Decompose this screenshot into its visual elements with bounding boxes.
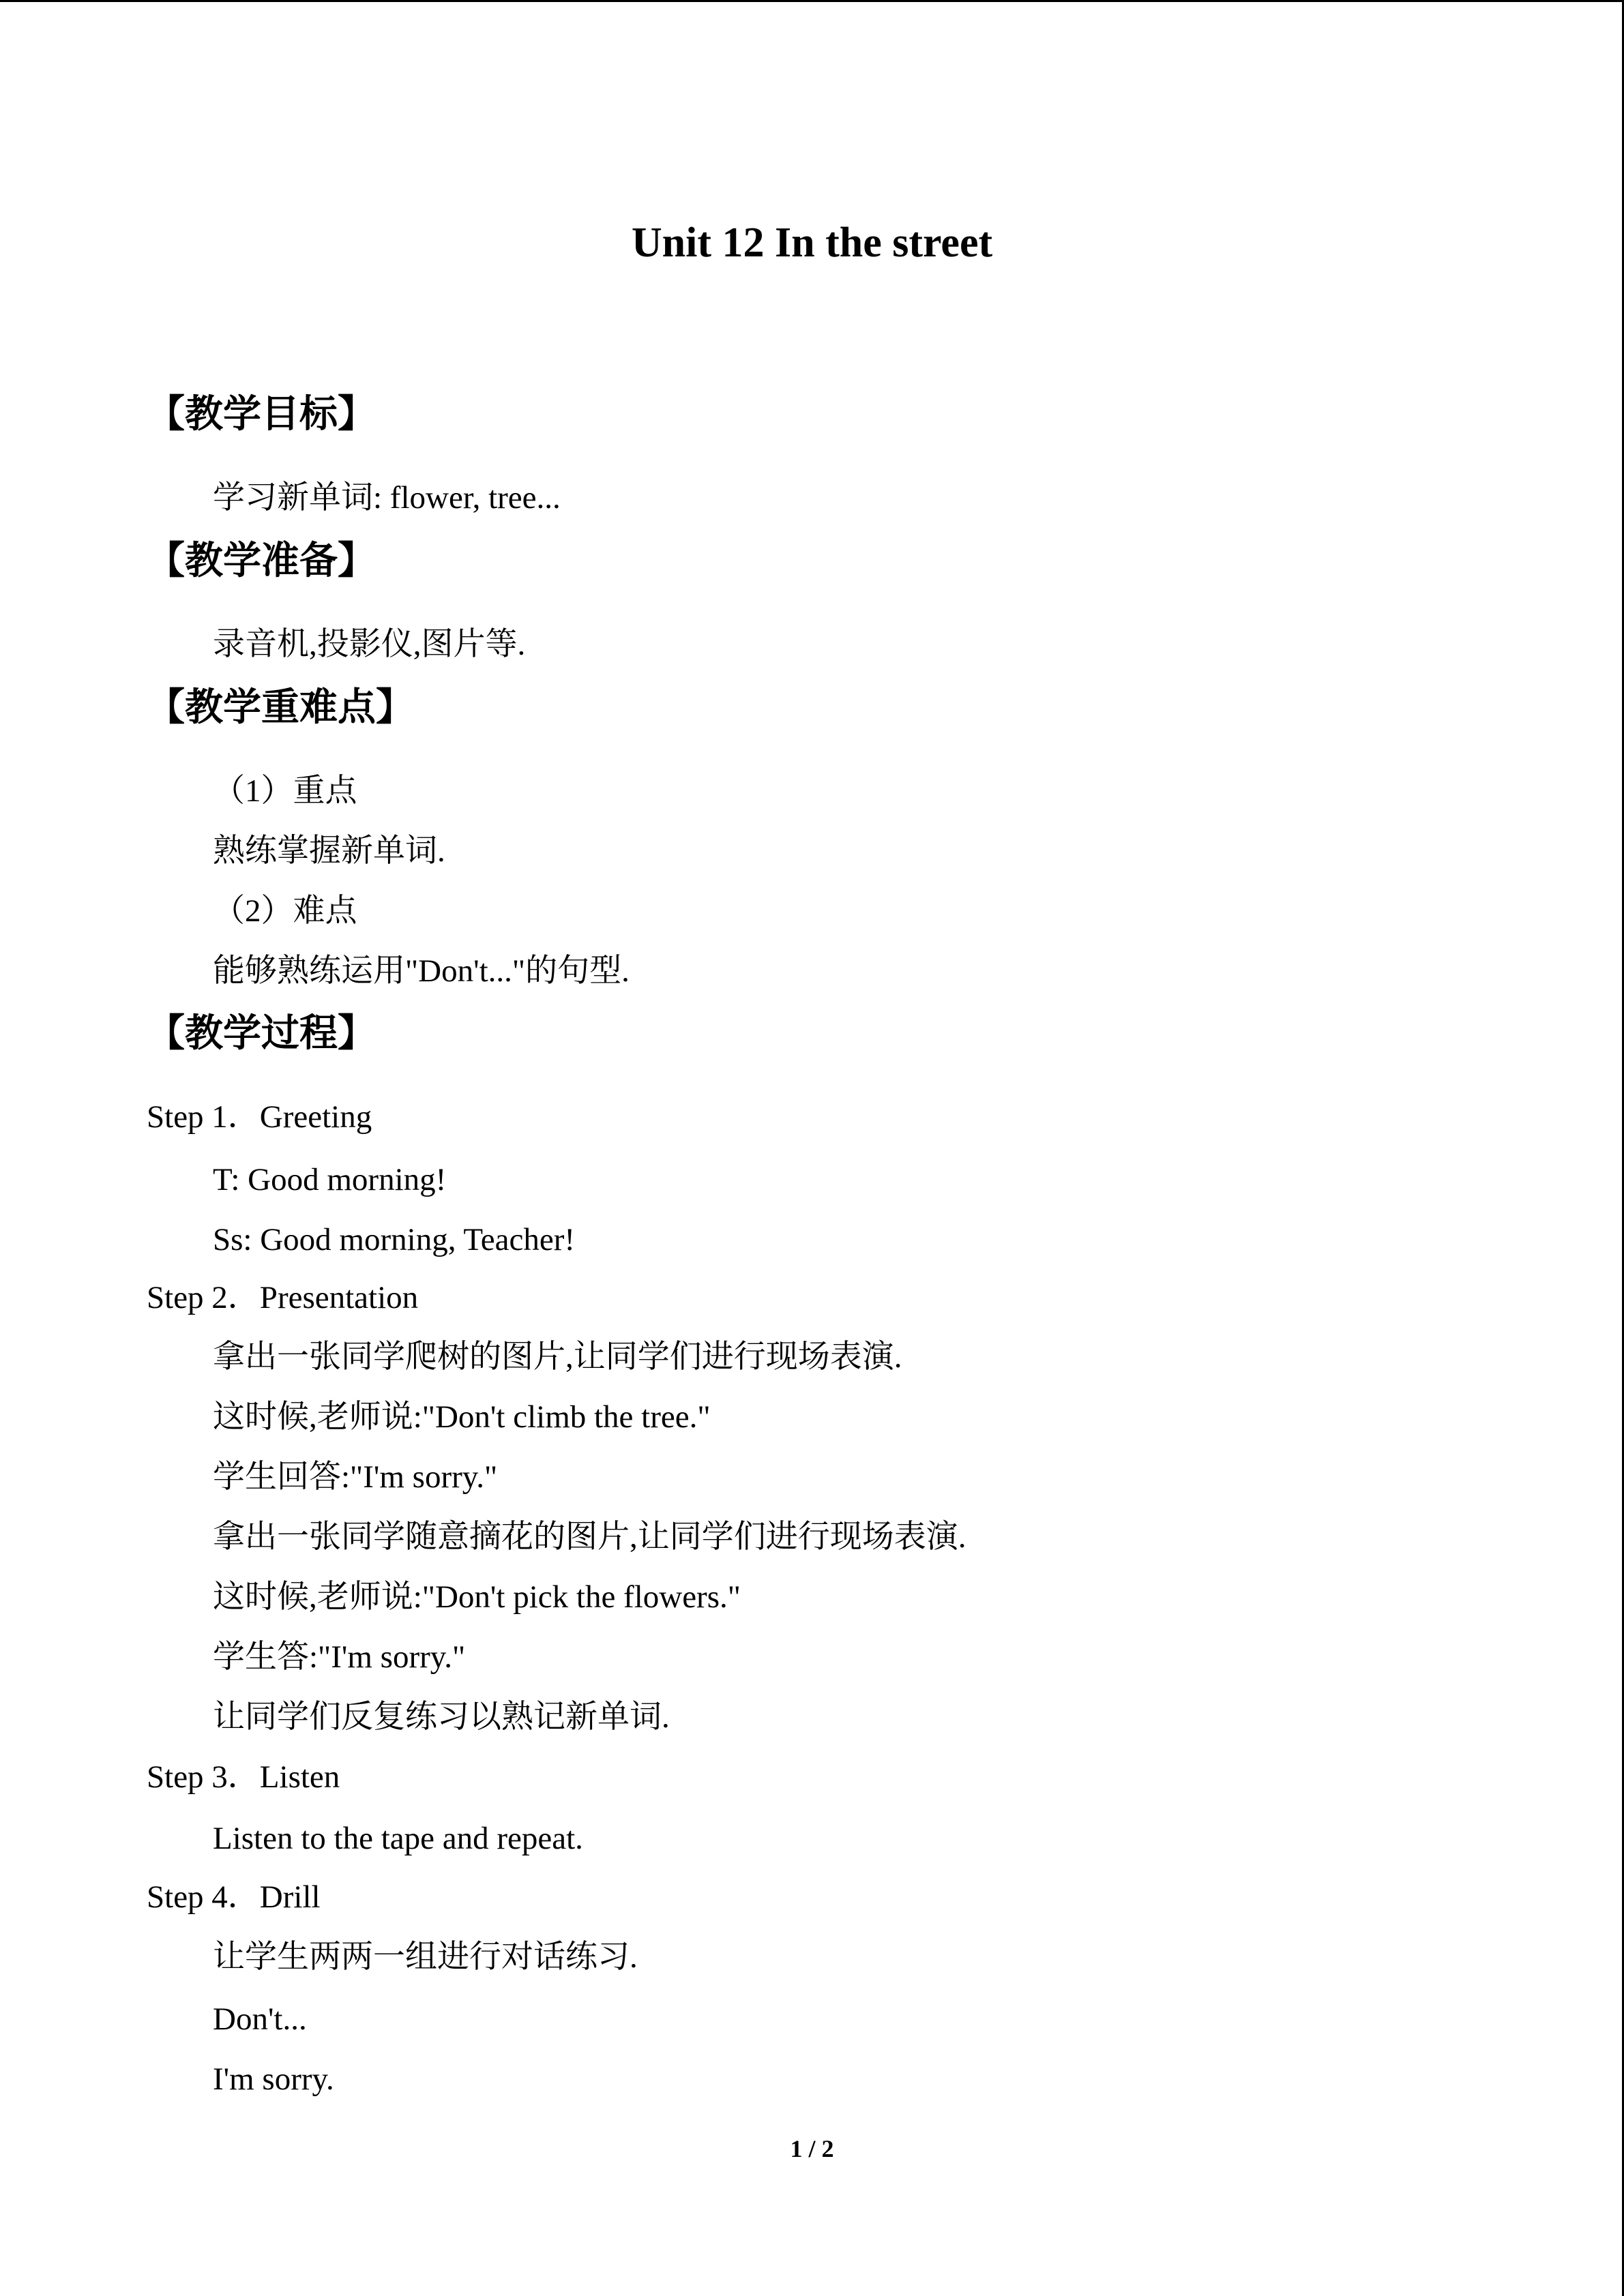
step-line: 这时候,老师说:"Don't climb the tree." xyxy=(213,1399,711,1435)
step-title: Step 1．Greeting xyxy=(147,1099,372,1135)
objectives-line: 学习新单词: flower, tree... xyxy=(213,480,561,516)
step-title: Step 2．Presentation xyxy=(147,1280,419,1315)
step-line: T: Good morning! xyxy=(213,1162,447,1197)
key-points-line: （1）重点 xyxy=(213,773,357,809)
key-points-line: （2）难点 xyxy=(213,893,357,929)
step-line: Ss: Good morning, Teacher! xyxy=(213,1222,576,1257)
section-heading-process: 【教学过程】 xyxy=(147,1011,376,1056)
preparation-line: 录音机,投影仪,图片等. xyxy=(213,627,526,662)
section-heading-key-points: 【教学重难点】 xyxy=(147,685,414,730)
step-title: Step 3．Listen xyxy=(147,1759,340,1795)
step-line: Don't... xyxy=(213,2001,307,2037)
step-line: 让同学们反复练习以熟记新单词. xyxy=(213,1699,670,1735)
section-heading-objectives: 【教学目标】 xyxy=(147,392,376,436)
step-line: 拿出一张同学爬树的图片,让同学们进行现场表演. xyxy=(213,1339,902,1375)
step-title: Step 4．Drill xyxy=(147,1879,321,1915)
document-title: Unit 12 In the street xyxy=(631,220,993,266)
step-line: 这时候,老师说:"Don't pick the flowers." xyxy=(213,1579,741,1615)
step-line: 学生回答:"I'm sorry." xyxy=(213,1459,498,1495)
step-line: I'm sorry. xyxy=(213,2061,334,2097)
step-line: 让学生两两一组进行对话练习. xyxy=(213,1939,638,1975)
section-heading-preparation: 【教学准备】 xyxy=(147,539,376,583)
step-line: 学生答:"I'm sorry." xyxy=(213,1639,466,1675)
key-points-line: 熟练掌握新单词. xyxy=(213,833,445,869)
key-points-line: 能够熟练运用"Don't..."的句型. xyxy=(213,953,630,989)
step-line: Listen to the tape and repeat. xyxy=(213,1821,583,1856)
step-line: 拿出一张同学随意摘花的图片,让同学们进行现场表演. xyxy=(213,1519,966,1555)
page-number: 1 / 2 xyxy=(790,2135,834,2162)
